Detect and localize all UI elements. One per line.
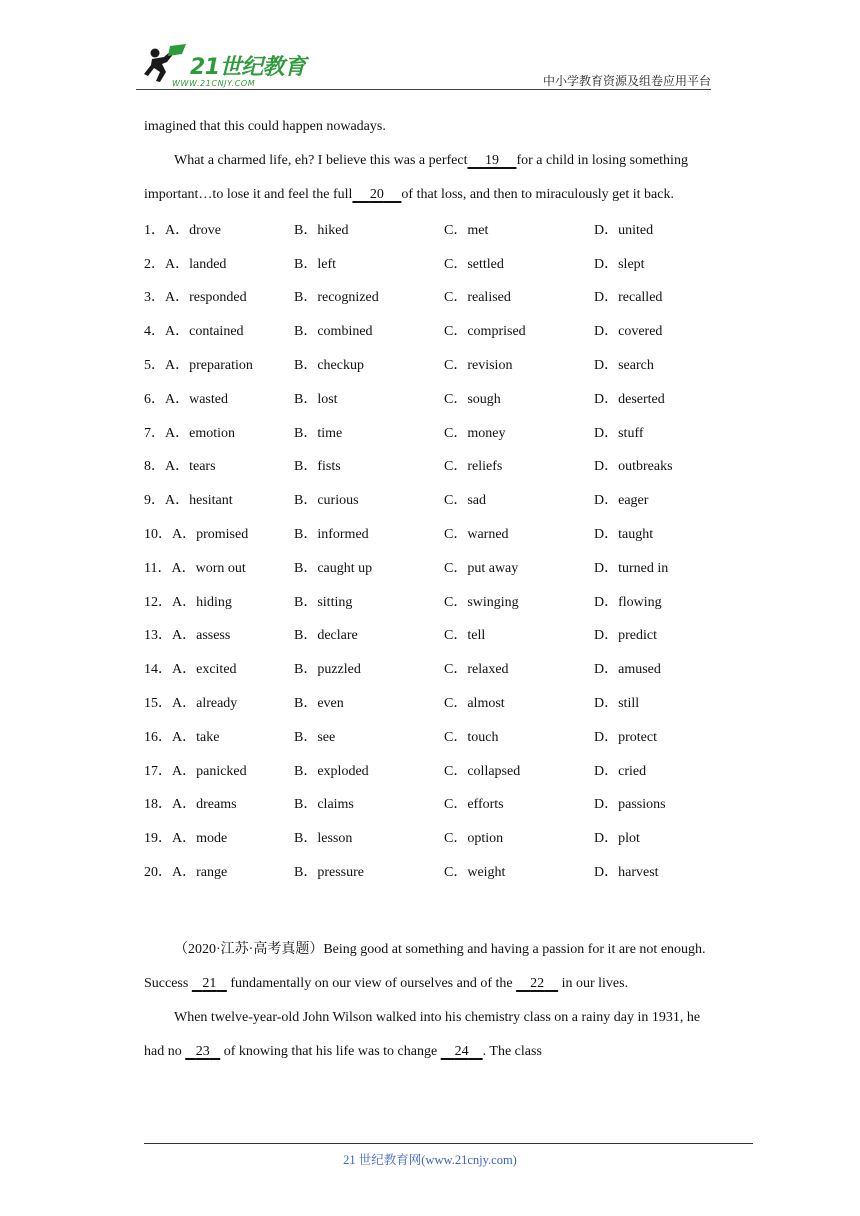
option-d: D．recalled <box>594 290 663 306</box>
document-body <box>144 110 714 1069</box>
blank-number: 24 <box>454 1043 469 1059</box>
passage1-paragraph <box>144 144 714 212</box>
option-c: C．put away <box>444 560 519 576</box>
option-d: D．united <box>594 222 654 238</box>
option-b: B．exploded <box>294 763 369 779</box>
option-a: 5．A．preparation <box>144 358 253 374</box>
option-a: 6．A．wasted <box>144 391 228 407</box>
option-c: C．sough <box>444 391 501 407</box>
option-b: B．see <box>294 729 336 745</box>
option-d: D．slept <box>594 256 645 272</box>
text-run: of knowing that his life was to change <box>223 1043 438 1059</box>
option-d: D．turned in <box>594 560 669 576</box>
option-d: D．outbreaks <box>594 459 673 475</box>
question-options-row <box>144 482 714 516</box>
blank-number: 22 <box>530 975 545 991</box>
option-b: B．checkup <box>294 358 364 374</box>
option-c: C．collapsed <box>444 763 521 779</box>
option-a: 9．A．hesitant <box>144 493 233 509</box>
option-b: B．puzzled <box>294 662 361 678</box>
question-options-row <box>144 550 714 584</box>
option-d: D．cried <box>594 763 647 779</box>
question-options-row <box>144 753 714 787</box>
question-options-row <box>144 719 714 753</box>
blank-22 <box>516 976 558 991</box>
option-c: C．efforts <box>444 797 504 813</box>
option-a: 15．A．already <box>144 696 238 712</box>
option-d: D．still <box>594 696 640 712</box>
question-options-row <box>144 618 714 652</box>
text-run: （2020·江苏·高考真题）Being good at something and having a passion for it are not enough. Success <box>144 941 706 991</box>
text-run: . The class <box>482 1043 542 1059</box>
option-b: B．pressure <box>294 865 364 881</box>
option-b: B．recognized <box>294 290 379 306</box>
option-c: C．almost <box>444 696 505 712</box>
question-options-row <box>144 516 714 550</box>
blank-21 <box>192 976 227 991</box>
option-a: 12．A．hiding <box>144 594 232 610</box>
option-d: D．harvest <box>594 865 659 881</box>
blank-20 <box>352 187 401 202</box>
text-run: What a charmed life, eh? I believe this was a perfect <box>174 153 468 168</box>
option-a: 13．A．assess <box>144 628 231 644</box>
option-b: B．even <box>294 696 344 712</box>
option-b: B．left <box>294 256 336 272</box>
blank-number: 20 <box>369 187 384 202</box>
option-d: D．deserted <box>594 391 665 407</box>
question-options-row <box>144 280 714 314</box>
text-run: fundamentally on our view of ourselves and of the <box>230 975 513 991</box>
option-d: D．protect <box>594 729 657 745</box>
blank-number: 23 <box>195 1043 210 1059</box>
option-b: B．caught up <box>294 560 373 576</box>
text-run: of that loss, and then to miraculously get it back. <box>401 187 674 202</box>
option-c: C．touch <box>444 729 499 745</box>
question-options-row <box>144 685 714 719</box>
option-d: D．passions <box>594 797 666 813</box>
option-b: B．lost <box>294 391 338 407</box>
question-options-row <box>144 347 714 381</box>
page-header <box>136 42 711 90</box>
passage2-paragraph-1 <box>144 933 714 1001</box>
question-options-row <box>144 584 714 618</box>
blank-number: 19 <box>484 153 499 168</box>
question-options-row <box>144 787 714 821</box>
option-a: 3．A．responded <box>144 290 247 306</box>
option-a: 4．A．contained <box>144 324 244 340</box>
text-run: When twelve-year-old John Wilson walked into his chemistry class on a rainy day in 1931, he had no <box>144 1009 701 1059</box>
question-options-row <box>144 381 714 415</box>
option-d: D．eager <box>594 493 649 509</box>
option-b: B．informed <box>294 527 369 543</box>
option-c: C．sad <box>444 493 486 509</box>
blank-23 <box>185 1044 220 1059</box>
option-c: C．reliefs <box>444 459 503 475</box>
option-c: C．realised <box>444 290 511 306</box>
option-c: C．revision <box>444 358 513 374</box>
option-a: 1．A．drove <box>144 222 221 238</box>
option-c: C．settled <box>444 256 504 272</box>
logo-url: WWW.21CNJY.COM <box>172 79 256 88</box>
option-b: B．claims <box>294 797 354 813</box>
option-c: C．met <box>444 222 489 238</box>
option-d: D．plot <box>594 831 640 847</box>
footer-divider <box>144 1143 753 1144</box>
option-d: D．search <box>594 358 654 374</box>
option-d: D．flowing <box>594 594 662 610</box>
option-a: 20．A．range <box>144 865 228 881</box>
header-divider <box>136 89 711 90</box>
text-run: for a child in losing something important…to lose it and feel the full <box>144 153 688 202</box>
question-options-row <box>144 820 714 854</box>
option-a: 2．A．landed <box>144 256 227 272</box>
option-b: B．sitting <box>294 594 353 610</box>
option-a: 7．A．emotion <box>144 425 235 441</box>
option-a: 11．A．worn out <box>144 560 246 576</box>
option-c: C．warned <box>444 527 509 543</box>
option-c: C．money <box>444 425 506 441</box>
option-d: D．amused <box>594 662 661 678</box>
option-b: B．hiked <box>294 222 349 238</box>
option-d: D．predict <box>594 628 657 644</box>
logo-text: 21世纪教育 <box>190 55 306 80</box>
option-d: D．stuff <box>594 425 644 441</box>
option-a: 19．A．mode <box>144 831 228 847</box>
question-options-row <box>144 246 714 280</box>
option-a: 8．A．tears <box>144 459 216 475</box>
options-list <box>144 212 714 888</box>
option-b: B．fists <box>294 459 341 475</box>
option-a: 14．A．excited <box>144 662 237 678</box>
question-options-row <box>144 313 714 347</box>
option-b: B．declare <box>294 628 358 644</box>
option-b: B．combined <box>294 324 373 340</box>
question-options-row <box>144 449 714 483</box>
platform-label: 中小学教育资源及组卷应用平台 <box>542 74 711 88</box>
option-c: C．option <box>444 831 504 847</box>
passage1-line: imagined that this could happen nowadays. <box>144 119 386 134</box>
footer-link[interactable]: 21 世纪教育网(www.21cnjy.com) <box>343 1153 517 1167</box>
option-a: 10．A．promised <box>144 527 249 543</box>
option-c: C．weight <box>444 865 506 881</box>
option-c: C．tell <box>444 628 486 644</box>
question-options-row <box>144 212 714 246</box>
blank-24 <box>441 1044 483 1059</box>
option-a: 18．A．dreams <box>144 797 237 813</box>
option-d: D．covered <box>594 324 663 340</box>
option-a: 17．A．panicked <box>144 763 247 779</box>
blank-number: 21 <box>202 975 217 991</box>
option-b: B．time <box>294 425 343 441</box>
blank-19 <box>467 153 516 168</box>
option-a: 16．A．take <box>144 729 220 745</box>
option-c: C．comprised <box>444 324 526 340</box>
question-options-row <box>144 415 714 449</box>
option-b: B．curious <box>294 493 359 509</box>
passage2-paragraph-2 <box>144 1001 714 1069</box>
option-d: D．taught <box>594 527 654 543</box>
question-options-row <box>144 854 714 888</box>
text-run: in our lives. <box>561 975 629 991</box>
question-options-row <box>144 651 714 685</box>
option-c: C．swinging <box>444 594 519 610</box>
option-b: B．lesson <box>294 831 353 847</box>
option-c: C．relaxed <box>444 662 509 678</box>
